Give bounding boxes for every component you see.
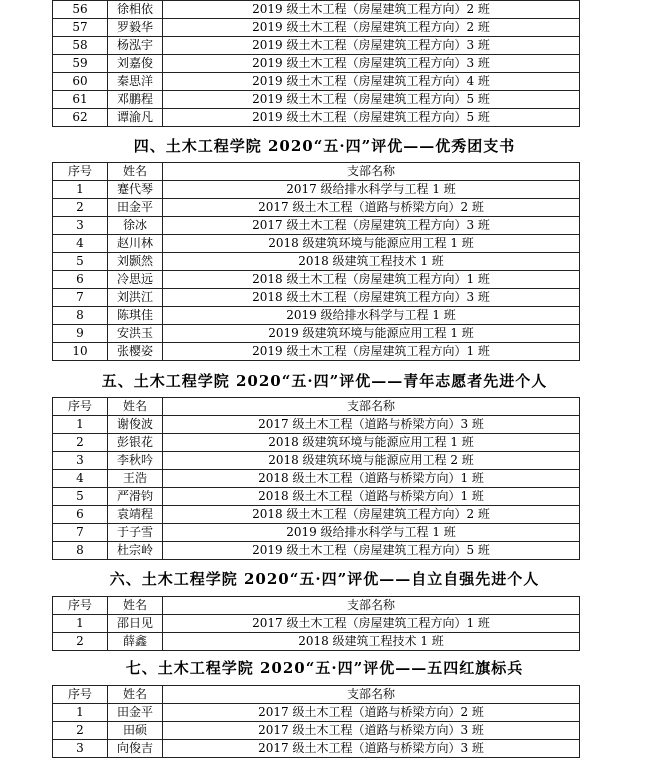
header-index: 序号 xyxy=(53,398,108,416)
cell-index: 5 xyxy=(53,488,108,506)
table-row xyxy=(53,109,580,127)
cell-branch: 2018 级建筑工程技术 1 班 xyxy=(163,633,580,651)
cell-name: 杨泓宇 xyxy=(108,37,163,55)
section-title: 五、土木工程学院 2020“五·四”评优——青年志愿者先进个人 xyxy=(101,372,548,390)
header-name: 姓名 xyxy=(108,398,163,416)
cell-branch: 2018 级建筑工程技术 1 班 xyxy=(163,253,580,271)
cell-name: 秦思洋 xyxy=(108,73,163,91)
header-name: 姓名 xyxy=(108,686,163,704)
cell-index: 3 xyxy=(53,217,108,235)
cell-index: 2 xyxy=(53,434,108,452)
cell-branch: 2019 级土木工程（房屋建筑工程方向）5 班 xyxy=(163,91,580,109)
cell-branch: 2019 级土木工程（房屋建筑工程方向）2 班 xyxy=(163,19,580,37)
cell-index: 1 xyxy=(53,704,108,722)
cell-name: 薛鑫 xyxy=(108,633,163,651)
cell-name: 袁靖程 xyxy=(108,506,163,524)
section-table xyxy=(52,685,580,758)
cell-index: 2 xyxy=(53,633,108,651)
table-row xyxy=(53,235,580,253)
table-row xyxy=(53,343,580,361)
table-row xyxy=(53,506,580,524)
cell-name: 于子雪 xyxy=(108,524,163,542)
cell-name: 谭渝凡 xyxy=(108,109,163,127)
table-row xyxy=(53,91,580,109)
cell-name: 蹇代琴 xyxy=(108,181,163,199)
cell-index: 3 xyxy=(53,740,108,758)
cell-branch: 2019 级土木工程（房屋建筑工程方向）1 班 xyxy=(163,343,580,361)
section-title: 六、土木工程学院 2020“五·四”评优——自立自强先进个人 xyxy=(109,570,540,588)
cell-index: 9 xyxy=(53,325,108,343)
section-title: 四、土木工程学院 2020“五·四”评优——优秀团支书 xyxy=(133,137,516,155)
cell-branch: 2017 级土木工程（道路与桥梁方向）2 班 xyxy=(163,199,580,217)
cell-name: 刘颢然 xyxy=(108,253,163,271)
cell-name: 邵日见 xyxy=(108,615,163,633)
table-header-row xyxy=(53,597,580,615)
cell-name: 谢俊波 xyxy=(108,416,163,434)
table-row xyxy=(53,325,580,343)
cell-branch: 2017 级土木工程（道路与桥梁方向）3 班 xyxy=(163,740,580,758)
table-row xyxy=(53,434,580,452)
cell-branch: 2018 级土木工程（房屋建筑工程方向）2 班 xyxy=(163,506,580,524)
cell-name: 冷思远 xyxy=(108,271,163,289)
table-row xyxy=(53,307,580,325)
table-row xyxy=(53,217,580,235)
cell-branch: 2017 级土木工程（房屋建筑工程方向）1 班 xyxy=(163,615,580,633)
cell-index: 8 xyxy=(53,542,108,560)
table-row xyxy=(53,416,580,434)
table-header-row xyxy=(53,686,580,704)
header-branch: 支部名称 xyxy=(163,686,580,704)
cell-branch: 2019 级给排水科学与工程 1 班 xyxy=(163,524,580,542)
cell-index: 1 xyxy=(53,615,108,633)
table-row xyxy=(53,740,580,758)
table-row xyxy=(53,542,580,560)
cell-index: 59 xyxy=(53,55,108,73)
section-table xyxy=(52,596,580,651)
table-row xyxy=(53,271,580,289)
table-row xyxy=(53,704,580,722)
cell-name: 彭银花 xyxy=(108,434,163,452)
table-row xyxy=(53,488,580,506)
cell-name: 刘嘉俊 xyxy=(108,55,163,73)
table-row xyxy=(53,199,580,217)
cell-index: 6 xyxy=(53,271,108,289)
cell-branch: 2018 级土木工程（房屋建筑工程方向）3 班 xyxy=(163,289,580,307)
cell-name: 徐冰 xyxy=(108,217,163,235)
cell-branch: 2018 级建筑环境与能源应用工程 2 班 xyxy=(163,452,580,470)
table-row xyxy=(53,55,580,73)
cell-index: 56 xyxy=(53,1,108,19)
cell-name: 陈琪佳 xyxy=(108,307,163,325)
table-row xyxy=(53,1,580,19)
header-index: 序号 xyxy=(53,597,108,615)
table-row xyxy=(53,37,580,55)
cell-index: 7 xyxy=(53,289,108,307)
cell-branch: 2018 级建筑环境与能源应用工程 1 班 xyxy=(163,235,580,253)
header-branch: 支部名称 xyxy=(163,597,580,615)
cell-name: 邓鹏程 xyxy=(108,91,163,109)
cell-branch: 2019 级土木工程（房屋建筑工程方向）3 班 xyxy=(163,55,580,73)
table-row xyxy=(53,253,580,271)
cell-index: 5 xyxy=(53,253,108,271)
continued-table xyxy=(52,0,580,127)
section-title: 七、土木工程学院 2020“五·四”评优——五四红旗标兵 xyxy=(125,659,524,677)
cell-branch: 2019 级土木工程（房屋建筑工程方向）5 班 xyxy=(163,109,580,127)
cell-branch: 2019 级建筑环境与能源应用工程 1 班 xyxy=(163,325,580,343)
cell-name: 安洪玉 xyxy=(108,325,163,343)
table-row xyxy=(53,181,580,199)
cell-index: 3 xyxy=(53,452,108,470)
cell-name: 严滑钧 xyxy=(108,488,163,506)
cell-branch: 2017 级土木工程（房屋建筑工程方向）3 班 xyxy=(163,217,580,235)
header-branch: 支部名称 xyxy=(163,398,580,416)
table-header-row xyxy=(53,163,580,181)
cell-index: 2 xyxy=(53,199,108,217)
table-row xyxy=(53,524,580,542)
table-row xyxy=(53,289,580,307)
cell-index: 57 xyxy=(53,19,108,37)
cell-branch: 2018 级土木工程（道路与桥梁方向）1 班 xyxy=(163,488,580,506)
cell-index: 1 xyxy=(53,416,108,434)
table-header-row xyxy=(53,398,580,416)
cell-index: 8 xyxy=(53,307,108,325)
table-row xyxy=(53,19,580,37)
cell-branch: 2019 级土木工程（房屋建筑工程方向）5 班 xyxy=(163,542,580,560)
cell-branch: 2019 级土木工程（房屋建筑工程方向）2 班 xyxy=(163,1,580,19)
cell-index: 61 xyxy=(53,91,108,109)
cell-branch: 2019 级给排水科学与工程 1 班 xyxy=(163,307,580,325)
cell-branch: 2017 级给排水科学与工程 1 班 xyxy=(163,181,580,199)
cell-name: 向俊吉 xyxy=(108,740,163,758)
cell-branch: 2017 级土木工程（道路与桥梁方向）3 班 xyxy=(163,416,580,434)
cell-branch: 2019 级土木工程（房屋建筑工程方向）4 班 xyxy=(163,73,580,91)
cell-index: 58 xyxy=(53,37,108,55)
cell-index: 1 xyxy=(53,181,108,199)
table-row xyxy=(53,633,580,651)
cell-name: 田金平 xyxy=(108,704,163,722)
table-row xyxy=(53,615,580,633)
cell-name: 张樱姿 xyxy=(108,343,163,361)
table-row xyxy=(53,452,580,470)
cell-index: 62 xyxy=(53,109,108,127)
header-name: 姓名 xyxy=(108,163,163,181)
cell-branch: 2019 级土木工程（房屋建筑工程方向）3 班 xyxy=(163,37,580,55)
section-table xyxy=(52,397,580,560)
cell-branch: 2018 级建筑环境与能源应用工程 1 班 xyxy=(163,434,580,452)
cell-name: 徐相依 xyxy=(108,1,163,19)
cell-name: 赵川林 xyxy=(108,235,163,253)
table-row xyxy=(53,470,580,488)
header-name: 姓名 xyxy=(108,597,163,615)
cell-branch: 2018 级土木工程（房屋建筑工程方向）1 班 xyxy=(163,271,580,289)
cell-index: 60 xyxy=(53,73,108,91)
cell-name: 李秋吟 xyxy=(108,452,163,470)
header-index: 序号 xyxy=(53,163,108,181)
cell-name: 罗毅华 xyxy=(108,19,163,37)
header-index: 序号 xyxy=(53,686,108,704)
section-table xyxy=(52,162,580,361)
cell-name: 刘洪江 xyxy=(108,289,163,307)
cell-index: 2 xyxy=(53,722,108,740)
cell-branch: 2017 级土木工程（道路与桥梁方向）3 班 xyxy=(163,722,580,740)
cell-index: 4 xyxy=(53,235,108,253)
cell-branch: 2018 级土木工程（道路与桥梁方向）1 班 xyxy=(163,470,580,488)
cell-index: 10 xyxy=(53,343,108,361)
table-row xyxy=(53,722,580,740)
table-row xyxy=(53,73,580,91)
cell-index: 7 xyxy=(53,524,108,542)
header-branch: 支部名称 xyxy=(163,163,580,181)
cell-name: 田金平 xyxy=(108,199,163,217)
cell-index: 4 xyxy=(53,470,108,488)
cell-name: 王浩 xyxy=(108,470,163,488)
cell-name: 杜宗岭 xyxy=(108,542,163,560)
cell-index: 6 xyxy=(53,506,108,524)
cell-name: 田硕 xyxy=(108,722,163,740)
cell-branch: 2017 级土木工程（道路与桥梁方向）2 班 xyxy=(163,704,580,722)
